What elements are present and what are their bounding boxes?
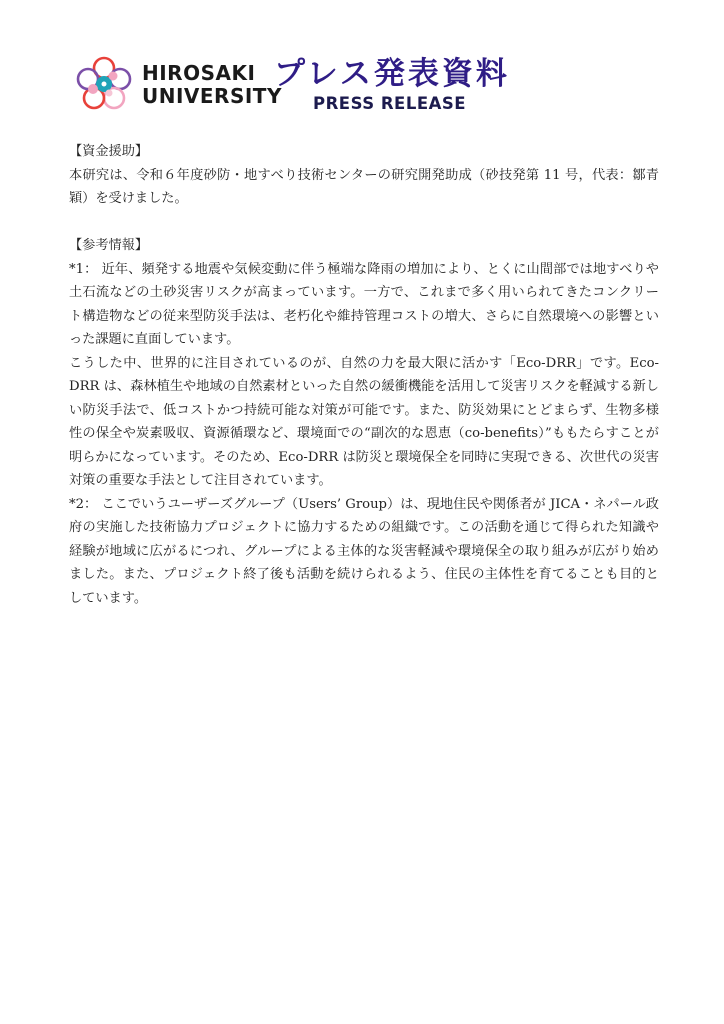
funding-heading: 【資金援助】	[69, 144, 149, 159]
press-release-subtitle: PRESS RELEASE	[313, 94, 467, 113]
reference-note-2: *2： ここでいうユーザーズグループ（Users’ Group）は、現地住民や関係者が JICA・ネパール政府の実施した技術協力プロジェクトに協力するための組織です。この活動を通じて得られた知識や経験が地域に広がるにつれ、グループによる主体的な災害軽減や環境保全の取り組みが広がり始めました。また、プロジェクト終了後も活動を続けられるよう、住民の主体性を育てることも目的としています。	[69, 496, 659, 606]
university-name	[142, 62, 282, 108]
university-name-line1: HIROSAKI	[142, 61, 256, 85]
paragraph-gap	[69, 211, 659, 235]
reference-note-1-continued: こうした中、世界的に注目されているのが、自然の力を最大限に活かす「Eco-DRR」です。Eco-DRR は、森林植生や地域の自然素材といった自然の緩衝機能を活用して災害リスクを軽減する新しい防災手法で、低コストかつ持続可能な対策が可能です。また、防災効果にとどまらず、生物多様性の保全や炭素吸収、資源循環など、環境面での“副次的な恩恵（co-benefits）”ももたらすことが明らかになっています。そのため、Eco-DRR は防災と環境保全を同時に実現できる、次世代の災害対策の重要な手法として注目されています。	[69, 355, 659, 488]
press-release-header	[76, 52, 636, 122]
university-name-line2: UNIVERSITY	[142, 84, 282, 108]
references-heading: 【参考情報】	[69, 238, 149, 253]
document-body	[69, 140, 659, 610]
press-release-title: プレス発表資料	[274, 56, 510, 92]
reference-note-1: *1： 近年、頻発する地震や気候変動に伴う極端な降雨の増加により、とくに山間部では地すべりや土石流などの土砂災害リスクが高まっています。一方で、これまで多く用いられてきたコンクリート構造物などの従来型防災手法は、老朽化や維持管理コストの増大、さらに自然環境への影響といった課題に直面しています。	[69, 261, 659, 347]
hirosaki-university-logo	[76, 56, 132, 112]
funding-text: 本研究は、令和６年度砂防・地すべり技術センターの研究開発助成（砂技発第 11 号，代表：鄒青穎）を受けました。	[69, 167, 659, 206]
